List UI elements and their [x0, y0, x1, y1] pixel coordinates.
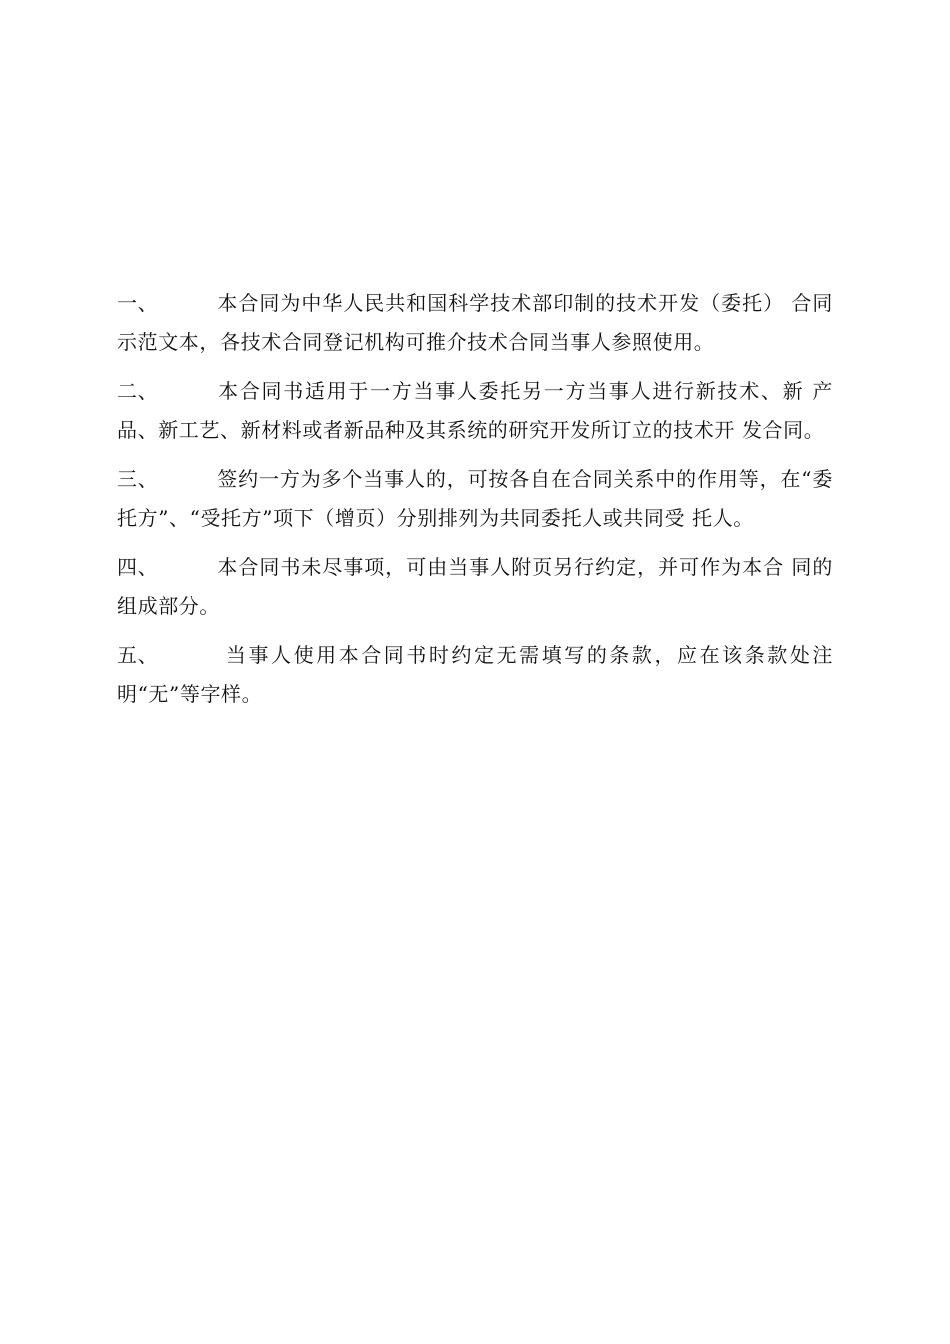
- paragraph-number: 一、: [117, 291, 159, 315]
- instruction-paragraph-1: [117, 284, 833, 362]
- instructions-body: [117, 284, 833, 724]
- paragraph-text: 签约一方为多个当事人的，可按各自在合同关系中的作用等，在“委托方”、“受托方”项下（增页）分别排列为共同委托人或共同受 托人。: [117, 467, 833, 530]
- paragraph-number: 四、: [117, 555, 159, 579]
- paragraph-number: 二、: [117, 379, 159, 403]
- paragraph-text: 本合同书适用于一方当事人委托另一方当事人进行新技术、新 产品、新工艺、新材料或者新品种及其系统的研究开发所订立的技术开 发合同。: [117, 379, 833, 442]
- paragraph-text: 本合同为中华人民共和国科学技术部印制的技术开发（委托） 合同示范文本，各技术合同登记机构可推介技术合同当事人参照使用。: [117, 291, 833, 354]
- paragraph-text: 当事人使用本合同书时约定无需填写的条款，应在该条款处注明“无”等字样。: [117, 643, 833, 706]
- instruction-paragraph-5: [117, 636, 833, 714]
- instruction-paragraph-2: [117, 372, 833, 450]
- paragraph-text: 本合同书未尽事项，可由当事人附页另行约定，并可作为本合 同的组成部分。: [117, 555, 833, 618]
- paragraph-number: 五、: [117, 643, 159, 667]
- instruction-paragraph-4: [117, 548, 833, 626]
- paragraph-number: 三、: [117, 467, 159, 491]
- instruction-paragraph-3: [117, 460, 833, 538]
